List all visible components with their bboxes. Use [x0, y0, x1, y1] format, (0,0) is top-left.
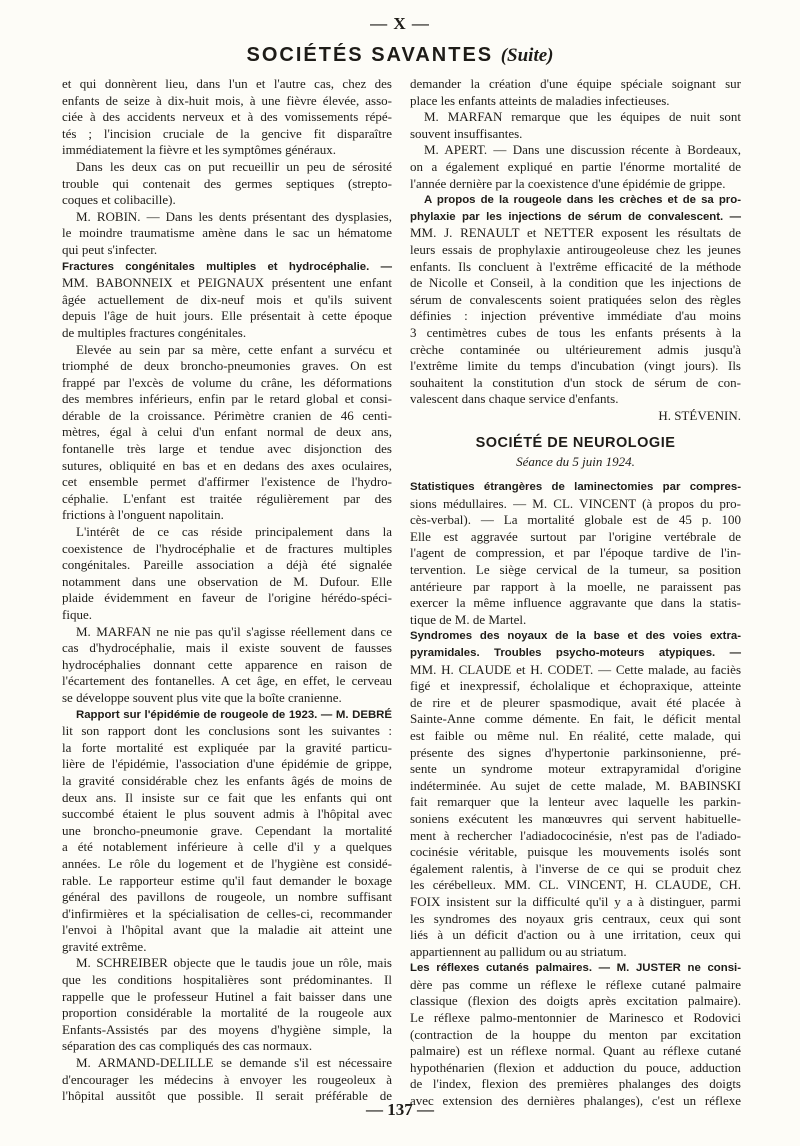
- text-line: la gravité considérable chez les enfants âgés de moins de: [62, 772, 392, 788]
- text-line: souhaitent la constitution d'un stock de sérum de con-: [410, 374, 741, 390]
- text-line: M. MARFAN remarque que les équipes de nuit sont: [424, 109, 741, 125]
- text-line: pyramidales. Troubles psycho-moteurs atypiques. —: [410, 647, 741, 659]
- text-line: plaide évidemment en faveur de l'origine hérédo-spéci-: [62, 590, 392, 606]
- text-line: de Nicolle et Conseil, à la condition que les injections de: [410, 275, 741, 291]
- text-line: de multiples fractures congénitales.: [62, 324, 247, 340]
- text-line: Enfants-Assistés par des moyens d'hygiène simple, la: [62, 1021, 392, 1037]
- text-line: l'hôpital aussitôt que possible. Il serait préférable de: [62, 1088, 392, 1104]
- text-line: demander la création d'une équipe spéciale soignant sur: [410, 76, 741, 91]
- text-line: frictions à l'onguent napolitain.: [62, 507, 224, 523]
- text-line: d'encourager les médecins à envoyer les rougeoleux à: [62, 1071, 392, 1087]
- text-line: M. MARFAN ne nie pas qu'il s'agisse réellement dans ce: [76, 623, 392, 639]
- text-line: céphalie. L'enfant est traitée régulièrement par des: [62, 490, 392, 506]
- text-line: MM. BABONNEIX et PEIGNAUX présentent une enfant: [62, 275, 392, 291]
- text-line: Elevée au sein par sa mère, cette enfant a survécu et: [76, 341, 392, 357]
- text-line: définies : injection préventive immédiate d'au moins: [410, 308, 741, 324]
- text-line: a été notablement inférieure à celle d'il y a quelques: [62, 839, 392, 855]
- text-line: l'année dernière par la coexistence d'une épidémie de grippe.: [410, 175, 726, 191]
- text-line: rappelle que le professeur Hutinel a fait baisser dans une: [62, 988, 392, 1004]
- text-line: MM. H. CLAUDE et H. CODET. — Cette malade, au faciès: [410, 661, 741, 677]
- text-line: on a également expliqué en partie l'énorme mortalité de: [410, 158, 741, 174]
- right-text-column: [410, 76, 741, 1110]
- text-line: des membres inférieurs, enfin par le retard global et consi-: [62, 391, 392, 407]
- text-line: hypothénarien (flexion et adduction du pouce, adduction: [410, 1059, 741, 1075]
- text-line: sions médullaires. — M. CL. VINCENT (à propos du pro-: [410, 495, 741, 511]
- text-line: âgée actuellement de dix-neuf mois et qu'ils suivent: [62, 291, 392, 307]
- text-line: dère pas comme un réflexe le réflexe cutané palmaire: [410, 976, 741, 992]
- masthead-suite: (Suite): [500, 45, 554, 66]
- text-line: Sainte-Anne comme démente. En fait, le déficit mental: [410, 711, 741, 727]
- page-folio: — X —: [370, 14, 430, 33]
- text-line: Le réflexe palmo-mentonnier de Marinesco et Rodovici: [410, 1010, 741, 1026]
- text-line: présente des signes d'hypertonie parkinsonienne, pré-: [410, 744, 741, 760]
- text-line: lière de l'épidémie, l'association d'une épidémie de grippe,: [62, 756, 392, 772]
- text-line: Elle est aggravée surtout par l'origine vertébrale de: [410, 528, 741, 544]
- text-line: place les enfants atteints de maladies infectieuses.: [410, 92, 670, 108]
- text-line: crèche contaminée ou ultérieurement admis jusqu'à: [410, 341, 741, 357]
- text-line: liés à un déficit d'action ou à une irritation, ceux qui: [410, 927, 741, 943]
- text-line: Syndromes des noyaux de la base et des voies extra-: [410, 630, 741, 643]
- text-line: fait remarquer que la lenteur avec laquelle les parkin-: [410, 794, 741, 810]
- text-line: palmaire) est un réflexe normal. Quant au réflexe cutané: [410, 1043, 741, 1059]
- text-line: Les réflexes cutanés palmaires. — M. JUSTER ne consi-: [410, 962, 741, 975]
- spacer: [410, 471, 741, 479]
- text-line: années. Le rôle du logement et de l'hygiène est considé-: [62, 855, 392, 871]
- text-line: coques et colibacille).: [62, 192, 176, 208]
- text-line: rable. Le rapporteur estime qu'il faut demander le boxage: [62, 872, 392, 888]
- text-line: d'infirmières et la spécialisation de celles-ci, recommander: [62, 905, 392, 921]
- text-line: mètres, égal à celui d'un enfant normal de deux ans,: [62, 424, 392, 440]
- text-line: MM. J. RENAULT et NETTER exposent les résultats de: [410, 225, 741, 241]
- text-line: proportion considérable la mortalité de la rougeole aux: [62, 1005, 392, 1021]
- text-line: H. STÉVENIN.: [658, 407, 741, 423]
- text-line: ciée à des accidents nerveux et à des vomissements répé-: [62, 109, 392, 125]
- text-line: coexistence de l'hydrocéphalie et de fractures multiples: [62, 540, 392, 556]
- section-heading: SOCIÉTÉ DE NEUROLOGIE: [475, 435, 676, 452]
- text-line: cocinésie véritable, puisque les mouvements isolés sont: [410, 844, 741, 860]
- text-line: que les conditions hospitalières sont prédominantes. Il: [62, 972, 392, 988]
- text-line: l'extrême limite du temps d'incubation (vingt jours). Ils: [410, 358, 741, 374]
- text-line: une broncho-pneumonie grave. Cependant la mortalité: [62, 822, 392, 838]
- text-line: figé et inexpressif, écholalique et échopraxique, atteinte: [410, 678, 741, 694]
- text-line: appartiennent au pallidum ou au striatum.: [410, 943, 627, 959]
- text-line: succombé étaient le plus souvent admis à l'hôpital avec: [62, 806, 392, 822]
- text-line: valescent dans chaque service d'enfants.: [410, 391, 619, 407]
- masthead-title: SOCIÉTÉS SAVANTES: [246, 44, 494, 66]
- left-text-column: [62, 76, 392, 1105]
- text-line: dérable de la croissance. Périmètre cranien de 46 centi-: [62, 407, 392, 423]
- text-line: triomphé de deux broncho-pneumonies graves. On est: [62, 358, 392, 374]
- text-line: trouble qui contenait des germes septiques (strepto-: [62, 175, 392, 191]
- text-line: et qui donnèrent lieu, dans l'un et l'autre cas, chez des: [62, 76, 392, 91]
- text-line: le moindre traumatisme amène dans le sac un hématome: [62, 225, 392, 241]
- text-line: (contraction de la houppe du menton par excitation: [410, 1026, 741, 1042]
- text-line: L'intérêt de ce cas réside principalement dans la: [76, 524, 392, 540]
- text-line: notamment dans une observation de M. Dufour. Elle: [62, 573, 392, 589]
- text-line: M. APERT. — Dans une discussion récente à Bordeaux,: [424, 142, 741, 158]
- text-line: M. ARMAND-DELILLE se demande s'il est nécessaire: [76, 1055, 392, 1071]
- text-line: enfants. Ils concluent à l'extrême efficacité de la méthode: [410, 258, 741, 274]
- text-line: leurs essais de prophylaxie antirougeoleuse chez les jeunes: [410, 241, 741, 257]
- text-line: A propos de la rougeole dans les crèches et de sa pro-: [424, 194, 741, 207]
- text-line: cas d'hydrocéphalie, mais il existe souvent de fausses: [62, 640, 392, 656]
- text-line: Rapport sur l'épidémie de rougeole de 1923. — M. DEBRÉ: [76, 708, 392, 721]
- text-line: enfants de seize à dix-huit mois, à une fièvre élevée, asso-: [62, 92, 392, 108]
- text-line: également ralentis, à l'inverse de ce qui se produit chez: [410, 860, 741, 876]
- text-line: Statistiques étrangères de laminectomies par compres-: [410, 481, 741, 494]
- text-line: séparation des cas compliqués des cas normaux.: [62, 1038, 313, 1054]
- text-line: 3 centimètres cubes de tous les enfants présents à la: [410, 324, 741, 340]
- text-line: antérieure par rapport à la moelle, ne paraissent pas: [410, 578, 741, 594]
- text-line: FOIX insistent sur la difficulté qu'il y a à distinguer, parmi: [410, 893, 741, 909]
- text-line: les syndromes des noyaux gris centraux, ceux qui sont: [410, 910, 741, 926]
- text-line: depuis l'âge de huit jours. Elle présentait à cette époque: [62, 308, 392, 324]
- text-line: la forte mortalité est expliquée par la gravité particu-: [62, 739, 392, 755]
- text-line: fontanelle très large et tendue avec disjonction des: [62, 441, 392, 457]
- text-line: sérum de convalescents soient pratiquées selon des règles: [410, 291, 741, 307]
- text-line: fique.: [62, 607, 92, 622]
- text-line: les cérébelleux. MM. CL. VINCENT, H. CLAUDE, CH.: [410, 877, 741, 893]
- page-number: — 137 —: [366, 1100, 434, 1119]
- text-line: tervention. Le siège cervical de la tumeur, sa position: [410, 562, 741, 578]
- text-line: l'écartement des fontanelles. A cet âge, en effet, le cerveau: [62, 673, 392, 689]
- session-date: Séance du 5 juin 1924.: [516, 454, 635, 470]
- text-line: cès-verbal). — La mortalité globale est de 45 p. 100: [410, 512, 741, 528]
- text-line: M. SCHREIBER objecte que le taudis joue un rôle, mais: [76, 955, 392, 971]
- text-line: hydrocéphalies donnant cette apparence en raison de: [62, 656, 392, 672]
- section-masthead: [0, 44, 800, 67]
- text-line: de l'index, flexion des premières phalanges des doigts: [410, 1076, 741, 1092]
- text-line: sente un syndrome moteur extrapyramidal d'origine: [410, 761, 741, 777]
- text-line: tique de M. de Martel.: [410, 611, 527, 627]
- text-line: Dans les deux cas on put recueillir un peu de sérosité: [76, 158, 392, 174]
- text-line: frappé par l'excès de volume du crâne, les déformations: [62, 374, 392, 390]
- text-line: général des pavillons de rougeole, un nombre suffisant: [62, 889, 392, 905]
- text-line: de rire et de pleurer spasmodique, avait été placée à: [410, 694, 741, 710]
- text-line: congénitales. Pareille association a déjà été signalée: [62, 557, 392, 573]
- text-line: phylaxie par les injections de sérum de convalescent. —: [410, 210, 741, 223]
- text-line: souvent insuffisantes.: [410, 125, 523, 141]
- text-line: soniens exécutent les manœuvres qui servent habituelle-: [410, 810, 741, 826]
- text-line: est faible ou même nul. En réalité, cette malade, qui: [410, 727, 741, 743]
- spacer: [410, 424, 741, 432]
- text-line: sutures, obliquité en bas et en dedans des axes oculaires,: [62, 457, 392, 473]
- text-line: lit son rapport dont les conclusions sont les suivantes :: [62, 723, 392, 739]
- text-line: cet ensemble permet d'affirmer l'existence de l'hydro-: [62, 474, 392, 490]
- text-line: exercer la même influence aggravante que dans la statis-: [410, 595, 741, 611]
- text-line: M. ROBIN. — Dans les dents présentant des dysplasies,: [76, 208, 392, 224]
- text-line: qui peut s'infecter.: [62, 241, 158, 257]
- text-line: avec extension des dernières phalanges), c'est un réflexe: [410, 1093, 741, 1109]
- text-line: tés ; l'incision cruciale de la gencive fit disparaître: [62, 125, 392, 141]
- text-line: classique (flexion des doigts après excitation palmaire).: [410, 993, 741, 1009]
- text-line: ment à rechercher l'adiadococinésie, n'est pas de l'adiado-: [410, 827, 741, 843]
- text-line: l'envoi à l'hôpital avant que la maladie ait atteint une: [62, 922, 392, 938]
- text-line: gravité extrême.: [62, 938, 147, 954]
- text-line: se développe souvent plus vite que la boîte cranienne.: [62, 689, 342, 705]
- text-line: l'agent de compression, et par l'époque tardive de l'in-: [410, 545, 741, 561]
- text-line: Fractures congénitales multiples et hydrocéphalie. —: [62, 260, 392, 273]
- text-line: immédiatement la fièvre et les symptômes généraux.: [62, 142, 336, 158]
- text-line: indéterminée. Au sujet de cette malade, M. BABINSKI: [410, 777, 741, 793]
- text-line: deux ans. Il insiste sur ce fait que les enfants qui ont: [62, 789, 392, 805]
